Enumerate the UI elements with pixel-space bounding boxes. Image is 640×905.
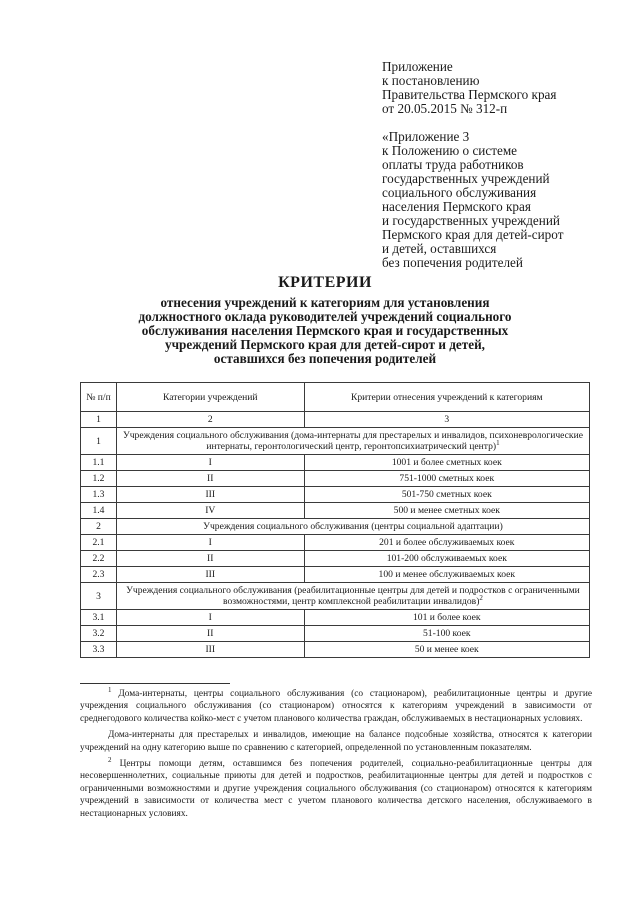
group-title-text: Учреждения социального обслуживания (реабилитационные центры для детей и подростков с ограниченными возможностями, центр комплексной реабилитации инвалидов): [126, 585, 580, 607]
row-number: 2.1: [81, 535, 117, 551]
subtitle-line: учреждений Пермского края для детей-сирот и детей,: [165, 337, 485, 352]
row-number: 1.3: [81, 487, 117, 503]
group-title-text: Учреждения социального обслуживания (дома-интернаты для престарелых и инвалидов, психоневрологические интернаты, геронтологический центр, геронтопсихиатрический центр): [122, 430, 583, 452]
row-category: IV: [116, 503, 304, 519]
appendix-line: и детей, оставшихся: [382, 241, 497, 256]
appendix-line: без попечения родителей: [382, 255, 523, 270]
footnote-ref: 2: [479, 593, 483, 602]
row-category: I: [116, 455, 304, 471]
appendix-line: социального обслуживания: [382, 185, 537, 200]
appendix-line: оплаты труда работников: [382, 157, 524, 172]
footnote: [80, 729, 592, 754]
group-number: 1: [81, 428, 117, 455]
footnote-ref: 1: [496, 438, 500, 447]
row-criteria: 501-750 сметных коек: [304, 487, 589, 503]
row-criteria: 100 и менее обслуживаемых коек: [304, 567, 589, 583]
footnotes: [80, 685, 592, 820]
group-title-text: Учреждения социального обслуживания (центры социальной адаптации): [203, 521, 503, 532]
row-number: 1.4: [81, 503, 117, 519]
table-row: [81, 535, 590, 551]
group-number: 3: [81, 583, 117, 610]
document-title: КРИТЕРИИ: [278, 274, 372, 291]
footnote-mark: 1: [108, 685, 112, 694]
group-row: [81, 583, 590, 610]
row-criteria: 500 и менее сметных коек: [304, 503, 589, 519]
subtitle-line: должностного оклада руководителей учреждений социального: [138, 309, 512, 324]
appendix-line: государственных учреждений: [382, 171, 550, 186]
footnote: [80, 755, 592, 820]
group-row: [81, 519, 590, 535]
row-category: I: [116, 535, 304, 551]
group-title: [116, 519, 589, 535]
row-category: I: [116, 610, 304, 626]
table-header-row: [81, 383, 590, 412]
subtitle-line: оставшихся без попечения родителей: [213, 351, 437, 366]
table-row: [81, 626, 590, 642]
appendix-line: от 20.05.2015 № 312-п: [382, 101, 508, 116]
row-number: 3.1: [81, 610, 117, 626]
appendix-line: Пермского края для детей-сирот: [382, 227, 564, 242]
footnote-text: Дома-интернаты для престарелых и инвалидов, имеющие на балансе подсобные хозяйства, относятся к категории учреждений на одну категорию выше по сравнению с категорией, определенной по установленным показателям.: [80, 730, 592, 753]
header-category: Категории учреждений: [116, 383, 304, 412]
row-category: II: [116, 551, 304, 567]
row-number: 1.2: [81, 471, 117, 487]
row-criteria: 751-1000 сметных коек: [304, 471, 589, 487]
footnote-text: Дома-интернаты, центры социального обслуживания (со стационаром), реабилитационные центры и другие учреждения социального обслуживания (со стационаром) относятся к категориям учреждений в зависимости от среднегодового количества койко-мест с учетом планового количества граждан, обслуживаемых в нестационарных условиях.: [80, 689, 592, 724]
footnote: [80, 685, 592, 725]
appendix-line: Правительства Пермского края: [382, 87, 557, 102]
column-number: 3: [304, 412, 589, 428]
footnote-separator: [80, 683, 230, 684]
row-number: 2.2: [81, 551, 117, 567]
row-number: 1.1: [81, 455, 117, 471]
appendix-line: к постановлению: [382, 73, 480, 88]
row-category: III: [116, 642, 304, 658]
footnote-text: Центры помощи детям, оставшимся без попечения родителей, социально-реабилитационные центры для несовершеннолетних, социальные приюты для детей и подростков, реабилитационные центры для детей и подростков с ограниченными возможностями и другие учреждения социального обслуживания (со стационаром) относятся к категориям учреждений в зависимости от количества мест с учетом планового количества детского населения, обслуживаемого в нестационарных условиях.: [80, 759, 592, 819]
table-row: [81, 551, 590, 567]
criteria-table: [80, 382, 590, 658]
row-number: 3.2: [81, 626, 117, 642]
table-row: [81, 567, 590, 583]
appendix-line: «Приложение 3: [382, 129, 470, 144]
subtitle-line: обслуживания населения Пермского края и государственных: [141, 323, 509, 338]
appendix-line: и государственных учреждений: [382, 213, 560, 228]
table-row: [81, 503, 590, 519]
row-criteria: 50 и менее коек: [304, 642, 589, 658]
header-num: № п/п: [81, 383, 117, 412]
row-number: 2.3: [81, 567, 117, 583]
appendix-block: [382, 60, 627, 270]
column-number: 1: [81, 412, 117, 428]
table-row: [81, 487, 590, 503]
table-row: [81, 610, 590, 626]
appendix-line: населения Пермского края: [382, 199, 531, 214]
group-row: [81, 428, 590, 455]
row-criteria: 201 и более обслуживаемых коек: [304, 535, 589, 551]
column-number: 2: [116, 412, 304, 428]
row-category: III: [116, 487, 304, 503]
row-criteria: 51-100 коек: [304, 626, 589, 642]
table-row: [81, 642, 590, 658]
footnote-mark: 2: [108, 755, 112, 764]
table-row: [81, 455, 590, 471]
row-category: III: [116, 567, 304, 583]
appendix-line: к Положению о системе: [382, 143, 518, 158]
appendix-line: Приложение: [382, 59, 453, 74]
subtitle-line: отнесения учреждений к категориям для установления: [160, 295, 490, 310]
row-criteria: 101 и более коек: [304, 610, 589, 626]
row-category: II: [116, 626, 304, 642]
group-number: 2: [81, 519, 117, 535]
document-subtitle: [75, 296, 575, 366]
row-category: II: [116, 471, 304, 487]
row-criteria: 1001 и более сметных коек: [304, 455, 589, 471]
group-title: [116, 428, 589, 455]
row-number: 3.3: [81, 642, 117, 658]
table-column-numbers-row: [81, 412, 590, 428]
table-row: [81, 471, 590, 487]
group-title: [116, 583, 589, 610]
row-criteria: 101-200 обслуживаемых коек: [304, 551, 589, 567]
header-criteria: Критерии отнесения учреждений к категориям: [304, 383, 589, 412]
